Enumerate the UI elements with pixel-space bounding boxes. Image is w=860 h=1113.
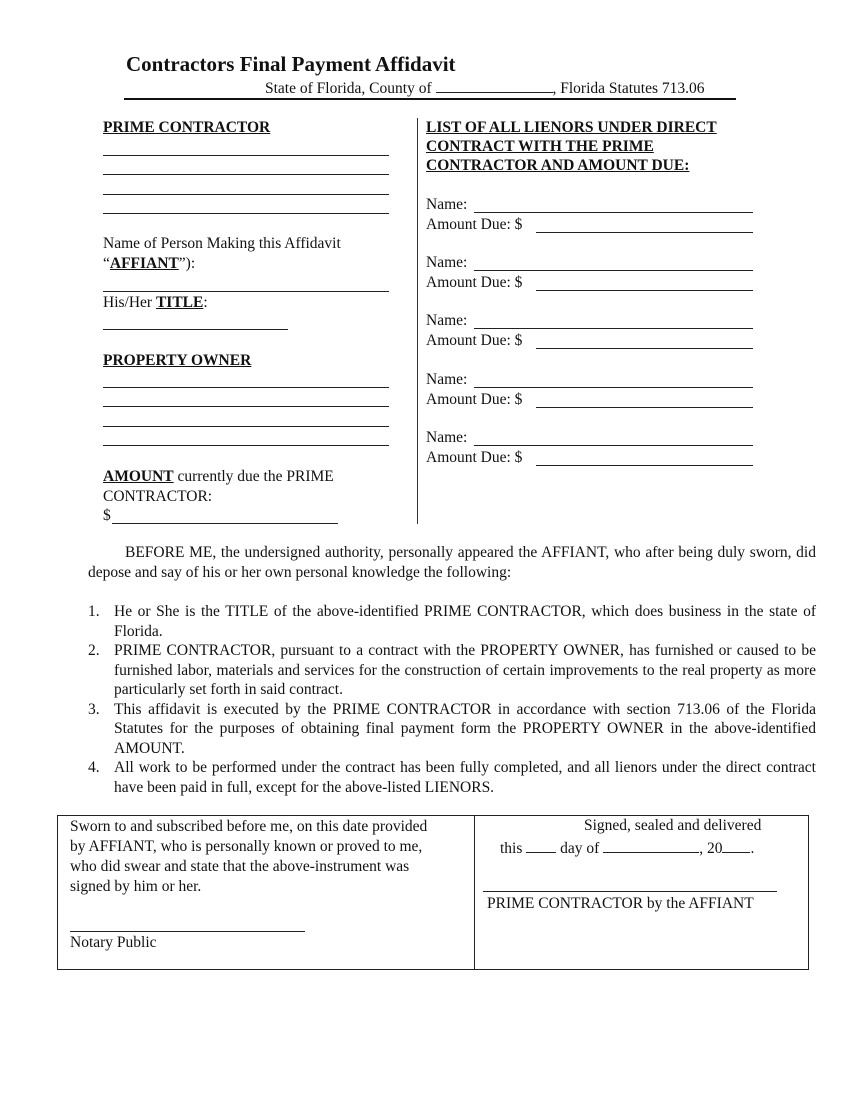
prime-contractor-line-4[interactable] [103,213,389,214]
this-word: this [500,840,523,857]
item-text: This affidavit is executed by the PRIME CONTRACTOR in accordance with section 713.06 of the Florida Statutes for the purposes of obtaining final payment form the PROPERTY OWNER in the above-identified AMOUNT. [114,700,816,757]
notary-public-label: Notary Public [70,934,157,951]
lienor-name-field[interactable] [474,270,753,271]
lienors-heading-line2: CONTRACT WITH THE PRIME [426,138,654,155]
notary-box-divider [474,815,475,970]
item-number: 2. [88,642,100,659]
lienor-amount-field[interactable] [536,465,753,466]
lienors-heading-line1: LIST OF ALL LIENORS UNDER DIRECT [426,119,717,136]
property-owner-line-1[interactable] [103,387,389,388]
lienor-amount-field[interactable] [536,232,753,233]
year-blank-field[interactable] [722,837,750,853]
affiant-word: AFFIANT [109,255,179,272]
lienor-name-field[interactable] [474,328,753,329]
amount-rest: currently due the PRIME [173,468,334,485]
subtitle-state-county-label: State of Florida, County of [265,80,436,97]
column-divider [417,118,418,524]
amount-label-line2: CONTRACTOR: [103,488,213,505]
amount-label-line1 [103,468,334,486]
subtitle-statute-label: , Florida Statutes 713.06 [552,80,705,97]
lienor-name-label: Name: [426,428,468,446]
lienor-name-label: Name: [426,254,468,272]
prime-contractor-line-1[interactable] [103,155,389,156]
item-number: 1. [88,603,100,620]
property-owner-line-4[interactable] [103,445,389,446]
affiant-label-line2 [103,255,195,273]
signing-date-line [500,837,754,858]
day-of-word: day of [560,840,600,857]
list-item [88,758,816,797]
lienor-name-label: Name: [426,196,468,213]
lienor-name-field[interactable] [474,387,753,388]
title-suffix: : [203,294,208,311]
county-blank-field[interactable] [436,77,553,93]
affiant-quote-open: “ [103,255,110,272]
item-text: All work to be performed under the contract has been fully completed, and all lienors under the direct contract have been paid in full, except for the above-listed LIENORS. [114,759,816,796]
affiant-signature-line[interactable] [483,891,777,892]
lienor-amount-label: Amount Due: $ [426,448,523,466]
prime-contractor-line-3[interactable] [103,194,389,195]
date-period: . [750,840,755,857]
property-owner-line-2[interactable] [103,406,389,407]
day-blank-field[interactable] [526,837,556,853]
lienor-amount-field[interactable] [536,348,753,349]
affidavit-body [88,543,816,583]
amount-dollar-sign: $ [103,507,111,524]
lienor-amount-field[interactable] [536,290,753,291]
lienor-amount-label: Amount Due: $ [426,216,523,233]
lienor-name-label: Name: [426,312,468,330]
item-text: PRIME CONTRACTOR, pursuant to a contract with the PROPERTY OWNER, has furnished or caused to be furnished labor, materials and services for the construction of certain improvements to the real property as more particularly set forth in said contract. [114,642,816,698]
lienors-heading-line3: CONTRACTOR AND AMOUNT DUE: [426,157,690,174]
lienor-amount-label: Amount Due: $ [426,274,523,292]
lienor-name-field[interactable] [474,445,753,446]
title-label [103,294,208,312]
lienor-amount-label: Amount Due: $ [426,390,523,408]
list-item [88,641,816,700]
affiant-label-line1: Name of Person Making this Affidavit [103,235,341,252]
title-prefix: His/Her [103,294,156,311]
amount-due-line[interactable] [112,523,338,524]
signed-sealed-label: Signed, sealed and delivered [584,817,762,834]
lienor-name-label: Name: [426,370,468,388]
list-item [88,700,816,759]
intro-paragraph: BEFORE ME, the undersigned authority, personally appeared the AFFIANT, who after being duly sworn, did depose and say of his or her own personal knowledge the following: [88,544,816,581]
title-word: TITLE [155,294,204,311]
list-item [88,602,816,641]
year-prefix: , 20 [699,840,723,857]
statement-list [88,602,816,797]
prime-contractor-line-2[interactable] [103,174,389,175]
amount-word: AMOUNT [103,468,174,485]
title-rule [124,98,736,100]
property-owner-line-3[interactable] [103,426,389,427]
document-title: Contractors Final Payment Affidavit [126,52,456,76]
sworn-statement: Sworn to and subscribed before me, on this date provided by AFFIANT, who is personally known or proved to me, who did swear and state that the above-instrument was signed by him or her. [70,818,428,895]
notary-signature-line[interactable] [70,931,305,932]
item-text: He or She is the TITLE of the above-identified PRIME CONTRACTOR, which does business in the state of Florida. [114,603,816,640]
month-blank-field[interactable] [603,837,699,853]
lienor-name-field[interactable] [474,212,753,213]
item-number: 3. [88,700,100,718]
affiant-quote-close: ”): [178,255,196,272]
property-owner-heading: PROPERTY OWNER [103,352,252,369]
lienor-amount-label: Amount Due: $ [426,332,523,350]
lienor-amount-field[interactable] [536,407,753,408]
prime-contractor-signer-label: PRIME CONTRACTOR by the AFFIANT [487,895,754,912]
item-number: 4. [88,759,100,776]
title-line[interactable] [103,329,288,330]
affiant-name-line[interactable] [103,291,389,292]
prime-contractor-heading: PRIME CONTRACTOR [103,119,271,136]
document-subtitle [265,77,704,98]
